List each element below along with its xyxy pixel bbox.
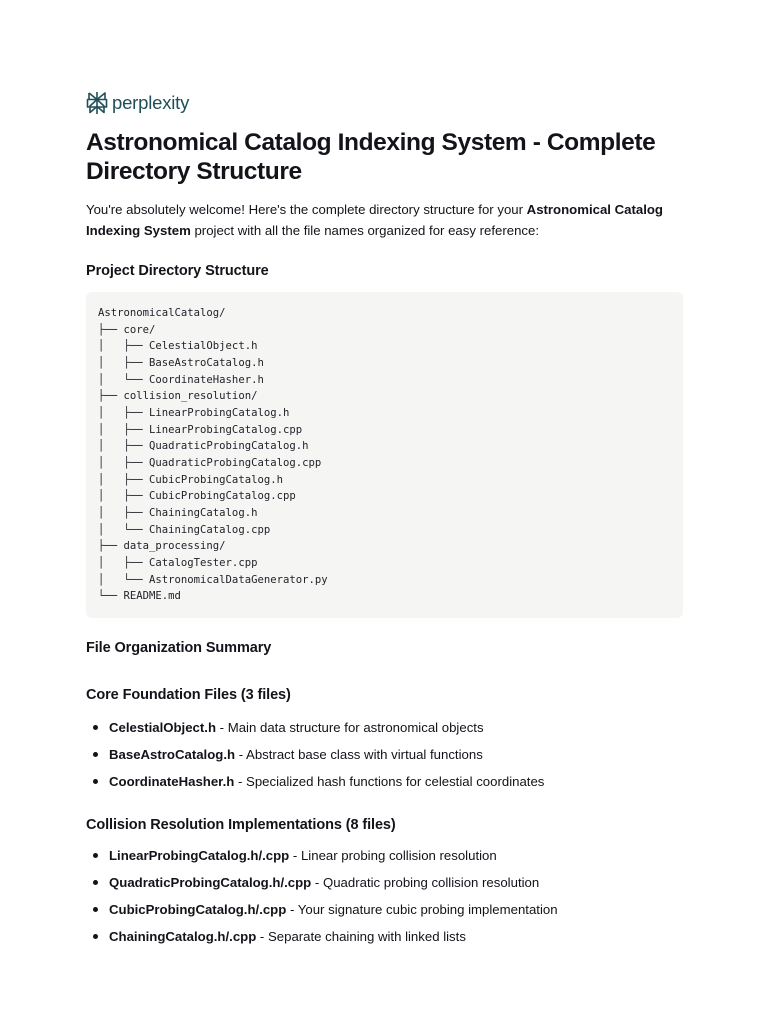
intro-paragraph [86, 200, 683, 241]
file-name: ChainingCatalog.h/.cpp [109, 929, 257, 944]
bullet-icon [93, 752, 98, 757]
code-line: │ ├── QuadraticProbingCatalog.h [98, 440, 309, 453]
bullet-icon [93, 934, 98, 939]
file-name: CubicProbingCatalog.h/.cpp [109, 902, 287, 917]
file-description: - Separate chaining with linked lists [256, 929, 466, 944]
file-description: - Main data structure for astronomical objects [216, 720, 484, 735]
brand-logo[interactable] [86, 90, 189, 116]
bullet-icon [93, 907, 98, 912]
intro-tail: project with all the file names organized for easy reference: [190, 222, 539, 238]
code-line: │ ├── CubicProbingCatalog.cpp [98, 490, 296, 503]
code-line: ├── core/ [98, 323, 156, 336]
directory-code-block[interactable] [86, 292, 683, 618]
code-line: │ ├── CatalogTester.cpp [98, 556, 258, 569]
page-title: Astronomical Catalog Indexing System - Complete Directory Structure [86, 129, 656, 185]
file-description: - Your signature cubic probing implementation [286, 902, 558, 917]
code-line: │ ├── LinearProbingCatalog.h [98, 406, 290, 419]
bullet-icon [93, 779, 98, 784]
perplexity-logo-icon [86, 91, 108, 115]
code-line: │ ├── CubicProbingCatalog.h [98, 473, 283, 486]
list-item [86, 714, 683, 741]
list-item [86, 896, 683, 923]
collision-files-heading: Collision Resolution Implementations (8 files) [86, 817, 396, 833]
core-files-heading: Core Foundation Files (3 files) [86, 687, 291, 703]
code-line: └── README.md [98, 590, 181, 603]
file-name: BaseAstroCatalog.h [109, 747, 236, 762]
list-item [86, 741, 683, 768]
list-item [86, 842, 683, 869]
bullet-icon [93, 880, 98, 885]
summary-heading: File Organization Summary [86, 640, 272, 656]
file-name: CoordinateHasher.h [109, 774, 235, 789]
file-description: - Linear probing collision resolution [289, 848, 497, 863]
list-item [86, 869, 683, 896]
code-line: │ ├── CelestialObject.h [98, 340, 258, 353]
code-line: AstronomicalCatalog/ [98, 307, 226, 319]
intro-project-name: Astronomical Catalog Indexing System [86, 202, 663, 238]
collision-files-list [86, 842, 683, 950]
bullet-icon [93, 853, 98, 858]
code-line: │ └── AstronomicalDataGenerator.py [98, 573, 328, 586]
file-description: - Quadratic probing collision resolution [311, 875, 540, 890]
file-name: QuadraticProbingCatalog.h/.cpp [109, 875, 312, 890]
code-line: │ ├── LinearProbingCatalog.cpp [98, 423, 303, 436]
list-item [86, 768, 683, 795]
file-description: - Abstract base class with virtual functions [235, 747, 483, 762]
file-name: LinearProbingCatalog.h/.cpp [109, 848, 290, 863]
intro-lead: You're absolutely welcome! Here's the complete directory structure for your [86, 202, 527, 217]
code-line: │ ├── ChainingCatalog.h [98, 506, 258, 519]
file-description: - Specialized hash functions for celestial coordinates [234, 774, 545, 789]
logo-text: perplexity [112, 92, 190, 113]
core-files-list [86, 714, 683, 795]
code-line: │ ├── BaseAstroCatalog.h [98, 356, 264, 369]
code-line: ├── data_processing/ [98, 540, 226, 553]
code-line: │ └── CoordinateHasher.h [98, 373, 264, 386]
bullet-icon [93, 725, 98, 730]
code-line: │ └── ChainingCatalog.cpp [98, 523, 271, 536]
list-item [86, 923, 683, 950]
code-line: ├── collision_resolution/ [98, 390, 258, 403]
file-name: CelestialObject.h [109, 720, 217, 735]
directory-heading: Project Directory Structure [86, 263, 269, 279]
code-line: │ ├── QuadraticProbingCatalog.cpp [98, 456, 322, 469]
